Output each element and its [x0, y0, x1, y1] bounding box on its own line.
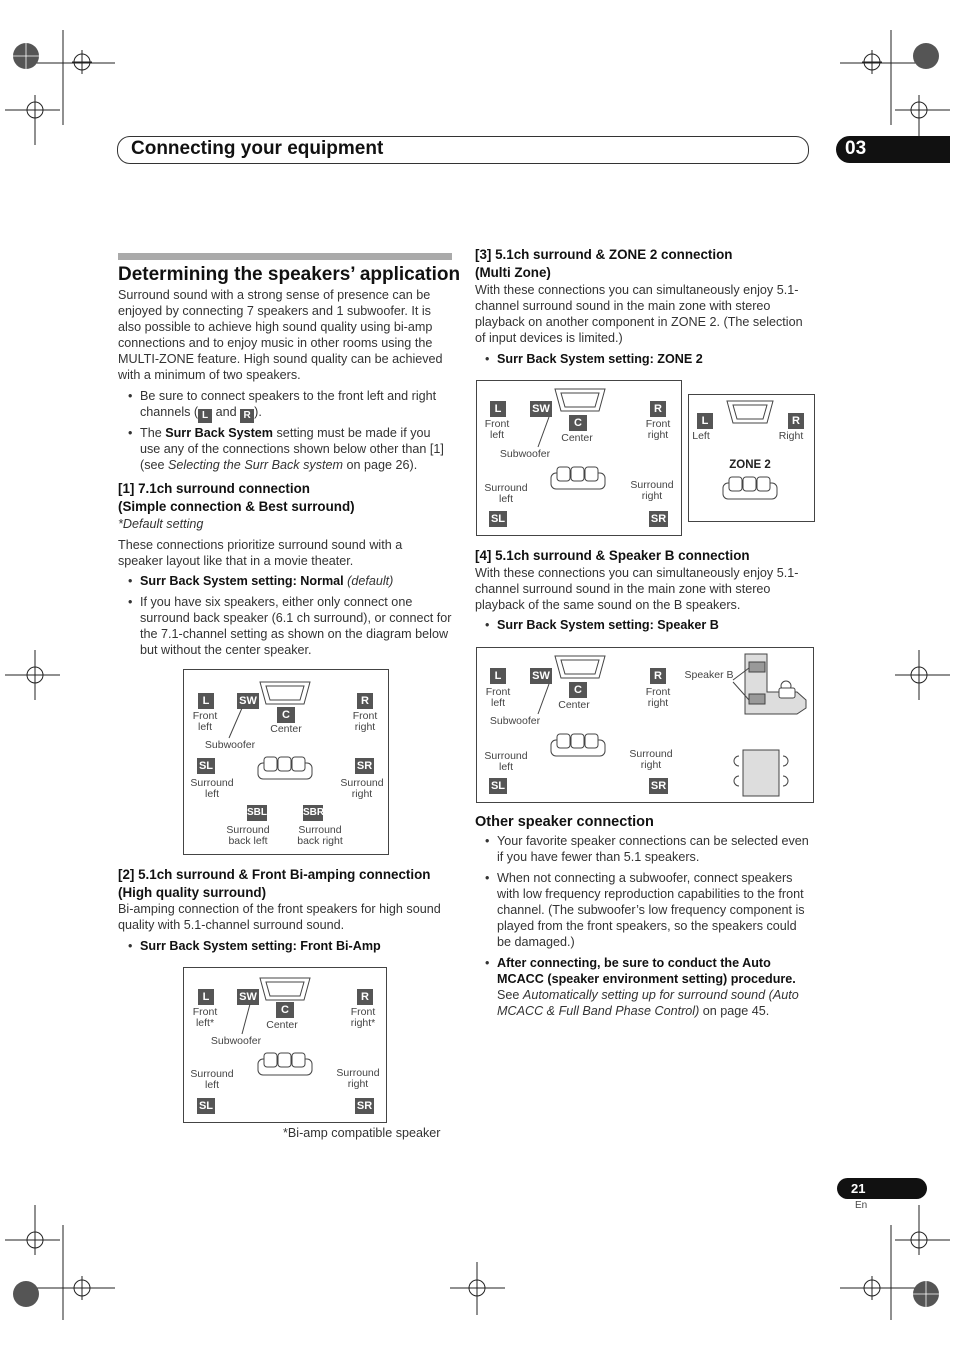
label-surround-left: Surround left: [484, 482, 528, 505]
sec2-heading: [2] 5.1ch surround & Front Bi-amping connection (High quality surround): [118, 867, 431, 900]
sec1-text: These connections prioritize surround sound with a speaker layout like that in a movie theater.: [118, 538, 403, 568]
tag-c: C: [277, 707, 295, 723]
tag-sl: SL: [198, 1100, 214, 1112]
tag-sw: SW: [237, 693, 259, 709]
label-subwoofer: Subwoofer: [489, 715, 541, 727]
tag-sr: SR: [650, 513, 667, 525]
tag-sr: SR: [650, 780, 667, 792]
label-subwoofer: Subwoofer: [499, 448, 551, 460]
center-speaker-icon: [258, 976, 314, 1004]
tag-l: L: [198, 989, 214, 1005]
tag-l-inline: L: [198, 409, 212, 423]
sec1-bullet-setting: • Surr Back System setting: Normal (default): [140, 573, 453, 589]
tag-c: C: [569, 682, 587, 698]
page-heading: Determining the speakers’ application: [118, 264, 461, 285]
label-surround-back-left: Surround back left: [226, 824, 270, 847]
tag-l: L: [697, 413, 713, 429]
tag-sl: SL: [490, 513, 506, 525]
sofa-icon: [256, 1051, 314, 1077]
tag-sr: SR: [356, 760, 373, 772]
diagram-zone2-main: [476, 380, 682, 536]
other-bullet-1: • Your favorite speaker connections can be selected even if you have fewer than 5.1 speakers.: [497, 833, 810, 865]
tag-r: R: [788, 413, 804, 429]
sofa-icon: [721, 475, 779, 501]
diagram-zone2-room: [688, 394, 815, 522]
tag-r-inline: R: [240, 409, 254, 423]
label-surround-right: Surround right: [340, 777, 384, 800]
sec1-bullet-six: • If you have six speakers, either only connect one surround back speaker (6.1 ch surround), or connect for the 7.1-channel setting as shown on the diagram below but without the center speaker.: [140, 594, 453, 658]
label-center: Center: [270, 723, 302, 735]
label-front-right: Front right: [645, 418, 671, 441]
tag-c: C: [276, 1002, 294, 1018]
label-speaker-b: Speaker B: [684, 669, 734, 681]
diagram-bi-amp: [183, 967, 387, 1123]
tag-l: L: [198, 693, 214, 709]
tag-c: C: [569, 415, 587, 431]
label-surround-right: Surround right: [630, 479, 674, 502]
sec3-heading: [3] 5.1ch surround & ZONE 2 connection (Multi Zone): [475, 247, 733, 280]
label-surround-left: Surround left: [190, 777, 234, 800]
sofa-icon: [256, 755, 314, 781]
chapter-number: 03: [845, 138, 867, 159]
chapter-title: Connecting your equipment: [131, 138, 384, 159]
center-speaker-icon: [258, 680, 314, 708]
sec3-bullet-setting: • Surr Back System setting: ZONE 2: [497, 351, 810, 367]
section-rule: [118, 253, 452, 260]
label-subwoofer: Subwoofer: [204, 739, 256, 751]
label-front-left: Front left: [484, 418, 510, 441]
sofa-icon: [549, 465, 607, 491]
label-right: Right: [778, 430, 804, 442]
other-bullet-2: • When not connecting a subwoofer, connect speakers with low frequency reproduction capabilities to the front channel. (The subwoofer’s low frequency component is played from the front speakers, so the speakers could be damaged.): [497, 870, 810, 950]
subwoofer-line: [238, 1004, 258, 1036]
tag-sw: SW: [237, 989, 259, 1005]
sec2-bullet-setting: • Surr Back System setting: Front Bi-Amp: [140, 938, 453, 954]
tag-sw: SW: [530, 668, 552, 684]
label-front-left: Front left: [192, 710, 218, 733]
sec4-heading: [4] 5.1ch surround & Speaker B connection: [475, 548, 750, 563]
tag-sbl: SBL: [247, 805, 267, 821]
label-center: Center: [558, 699, 590, 711]
speaker-b-room-icon: [731, 652, 811, 798]
label-front-left: Front left: [485, 686, 511, 709]
language-label: En: [855, 1200, 868, 1211]
sec4-text: With these connections you can simultaneously enjoy 5.1-channel surround sound in the main zone with stereo playback of the same sound on the B speakers.: [475, 566, 799, 612]
sec3-text: With these connections you can simultaneously enjoy 5.1-channel surround sound in the main zone with stereo playback on another component in ZONE 2. (The selection of input devices is limited.): [475, 283, 803, 345]
label-front-right: Front right: [352, 710, 378, 733]
tag-sl: SL: [490, 780, 506, 792]
tag-r: R: [650, 401, 666, 417]
label-front-right: Front right: [645, 686, 671, 709]
sec4-bullet-setting: • Surr Back System setting: Speaker B: [497, 617, 810, 633]
tag-r: R: [650, 668, 666, 684]
sec2-text: Bi-amping connection of the front speakers for high sound quality with 5.1-channel surround sound.: [118, 902, 441, 932]
label-front-right-star: Front right*: [350, 1006, 376, 1029]
other-bullet-3: • After connecting, be sure to conduct the Auto MCACC (speaker environment setting) procedure. See Automatically setting up for surround sound (Auto MCACC & Full Band Phase Control) on page 45.: [497, 955, 815, 1019]
center-speaker-icon: [553, 387, 609, 415]
page-number: 21: [851, 1181, 866, 1196]
label-surround-back-right: Surround back right: [297, 824, 343, 847]
tag-r: R: [357, 989, 373, 1005]
label-surround-left: Surround left: [190, 1068, 234, 1091]
tag-sr: SR: [356, 1100, 373, 1112]
other-heading: Other speaker connection: [475, 814, 654, 830]
bi-amp-footnote: *Bi-amp compatible speaker: [283, 1126, 441, 1140]
tag-sw: SW: [530, 401, 552, 417]
sofa-icon: [549, 732, 607, 758]
tag-r: R: [357, 693, 373, 709]
label-left: Left: [692, 430, 710, 442]
bullet-front-speakers: • Be sure to connect speakers to the front left and right channels ( L and R ).: [140, 388, 453, 423]
label-center: Center: [561, 432, 593, 444]
subwoofer-line: [224, 708, 244, 740]
tag-sl: SL: [198, 760, 214, 772]
label-surround-left: Surround left: [484, 750, 528, 773]
subwoofer-line: [533, 417, 553, 449]
zone2-speaker-icon: [725, 399, 777, 427]
sec1-heading: [1] 7.1ch surround connection (Simple connection & Best surround): [118, 481, 355, 514]
label-surround-right: Surround right: [629, 748, 673, 771]
center-speaker-icon: [553, 654, 609, 682]
label-front-left-star: Front left*: [192, 1006, 218, 1029]
label-subwoofer: Subwoofer: [210, 1035, 262, 1047]
tag-l: L: [490, 401, 506, 417]
bullet-surr-back: • The Surr Back System setting must be made if you use any of the connections shown below other than [1] (see Selecting the Surr Back system on page 26).: [140, 425, 453, 473]
tag-l: L: [490, 668, 506, 684]
tag-sbr: SBR: [303, 805, 323, 821]
subwoofer-line: [533, 684, 553, 716]
diagram-speaker-b: [476, 647, 814, 803]
sec1-default-note: *Default setting: [118, 517, 204, 531]
label-surround-right: Surround right: [336, 1067, 380, 1090]
diagram-7-1ch: [183, 669, 389, 855]
label-zone2: ZONE 2: [729, 459, 771, 471]
label-center: Center: [266, 1019, 298, 1031]
intro-paragraph: Surround sound with a strong sense of presence can be enjoyed by connecting 7 speakers and 1 subwoofer. It is also possible to achieve high sound quality using bi-amp connections and to enjoy music in other rooms using the MULTI-ZONE feature. High sound quality can be achieved with a minimum of two speakers.: [118, 288, 443, 382]
